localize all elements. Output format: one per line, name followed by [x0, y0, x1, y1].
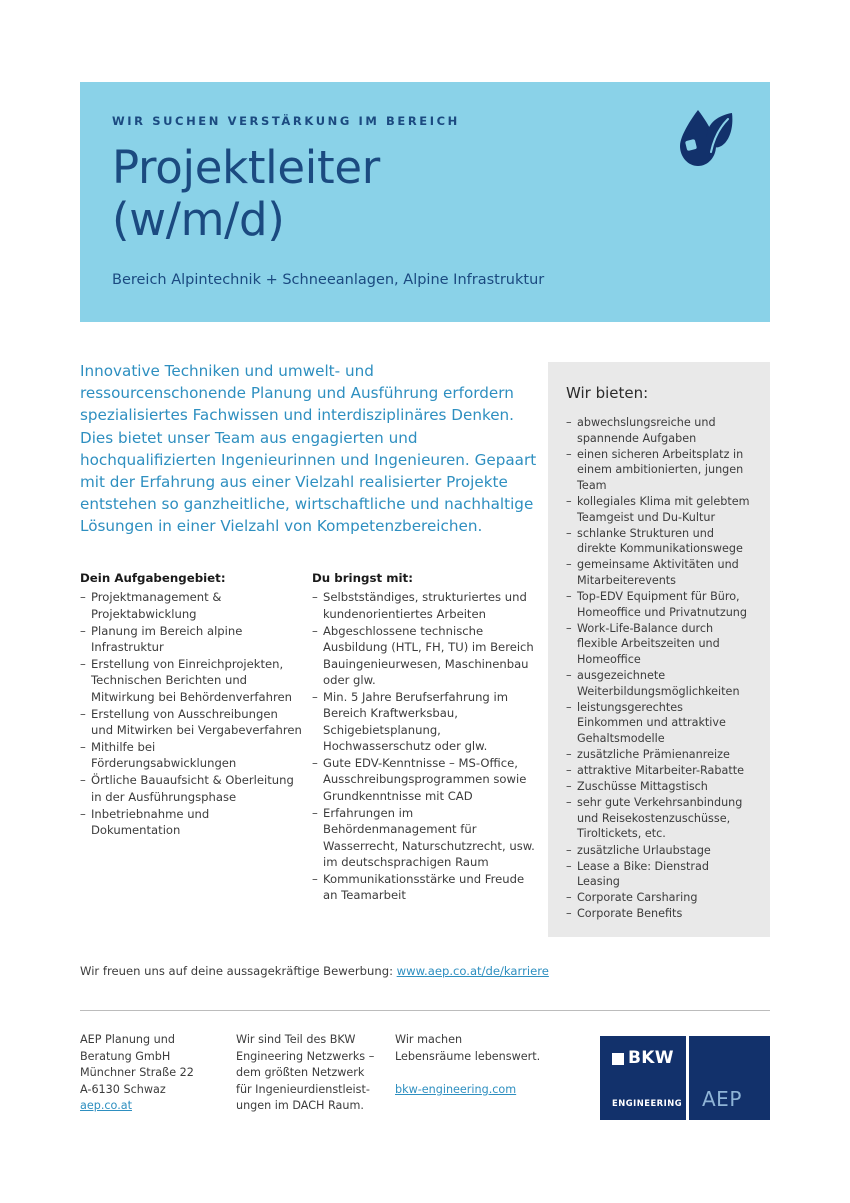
- bkw-engineering-link[interactable]: bkw-engineering.com: [395, 1082, 517, 1096]
- list-item: – schlanke Strukturen und direkte Kommunikationswege: [566, 526, 752, 557]
- requirements-list: [312, 589, 540, 903]
- bkw-logo-subtitle: ENGINEERING: [612, 1098, 683, 1108]
- list-item: – Örtliche Bauaufsicht & Oberleitung in der Ausführungsphase: [80, 772, 302, 805]
- job-header-banner: [80, 82, 770, 322]
- list-item: – zusätzliche Prämienanreize: [566, 747, 752, 763]
- job-subtitle: Bereich Alpintechnik + Schneeanlagen, Alpine Infrastruktur: [112, 272, 545, 288]
- company-website-link[interactable]: aep.co.at: [80, 1099, 132, 1113]
- list-item: – Abgeschlossene technische Ausbildung (HTL, FH, TU) im Bereich Bauingenieurwesen, Maschinenbau oder glw.: [312, 623, 540, 689]
- list-item: – Zuschüsse Mittagstisch: [566, 779, 752, 795]
- list-item: – gemeinsame Aktivitäten und Mitarbeiterevents: [566, 557, 752, 588]
- network-line-2: Engineering Netzwerks –: [236, 1049, 375, 1063]
- company-name-line-2: Beratung GmbH: [80, 1049, 171, 1063]
- list-item: – zusätzliche Urlaubstage: [566, 843, 752, 859]
- list-item: – Planung im Bereich alpine Infrastruktur: [80, 623, 302, 656]
- benefits-panel: [548, 362, 770, 937]
- claim-line-2: Lebensräume lebenswert.: [395, 1049, 541, 1063]
- list-item: – attraktive Mitarbeiter-Rabatte: [566, 763, 752, 779]
- bkw-wordmark: [612, 1050, 674, 1067]
- page-title: [112, 142, 738, 246]
- list-item: – Mithilfe bei Förderungsabwicklungen: [80, 739, 302, 772]
- footer-network-text: [236, 1032, 386, 1115]
- tasks-heading: Dein Aufgabengebiet:: [80, 571, 226, 585]
- careers-link[interactable]: www.aep.co.at/de/karriere: [396, 964, 549, 978]
- company-street: Münchner Straße 22: [80, 1066, 194, 1080]
- company-name-line-1: AEP Planung und: [80, 1033, 175, 1046]
- bkw-logo: [600, 1036, 686, 1120]
- water-droplet-leaf-icon: [676, 108, 736, 170]
- list-item: – Selbstständiges, strukturiertes und kundenorientiertes Arbeiten: [312, 589, 540, 622]
- claim-line-1: Wir machen: [395, 1033, 463, 1046]
- benefits-list: [566, 415, 752, 922]
- list-item: – Inbetriebnahme und Dokumentation: [80, 806, 302, 839]
- list-item: – Top-EDV Equipment für Büro, Homeoffice und Privatnutzung: [566, 589, 752, 620]
- footer-claim: [395, 1032, 565, 1098]
- requirements-column: [312, 570, 540, 904]
- bkw-square-icon: [612, 1053, 624, 1065]
- job-title-line-2: (w/m/d): [112, 193, 285, 246]
- footer-company-address: [80, 1032, 225, 1115]
- network-line-1: Wir sind Teil des BKW: [236, 1033, 356, 1046]
- list-item: – Projektmanagement & Projektabwicklung: [80, 589, 302, 622]
- list-item: – abwechslungsreiche und spannende Aufgaben: [566, 415, 752, 446]
- list-item: – Erstellung von Einreichprojekten, Technischen Berichten und Mitwirkung bei Behördenverfahren: [80, 656, 302, 705]
- list-item: – Gute EDV-Kenntnisse – MS-Office, Ausschreibungsprogrammen sowie Grundkenntnisse mit CAD: [312, 755, 540, 804]
- header-kicker: WIR SUCHEN VERSTÄRKUNG IM BEREICH: [112, 114, 460, 128]
- bkw-logo-text: BKW: [628, 1048, 674, 1068]
- list-item: – Kommunikationsstärke und Freude an Teamarbeit: [312, 871, 540, 904]
- intro-paragraph: Innovative Techniken und umwelt- und ressourcenschonende Planung und Ausführung erfordern spezialisiertes Fachwissen und interdisziplinäres Denken. Dies bietet unser Team aus engagierten und hochqualifizierten Ingenieurinnen und Ingenieuren. Gepaart mit der Erfahrung aus einer Vielzahl realisierter Projekte entstehen so ganzheitliche, wirtschaftliche und nachhaltige Lösungen in einer Vielzahl von Kompetenzbereichen.: [80, 362, 537, 536]
- list-item: – ausgezeichnete Weiterbildungsmöglichkeiten: [566, 668, 752, 699]
- tasks-list: [80, 589, 302, 838]
- list-item: – Min. 5 Jahre Berufserfahrung im Bereich Kraftwerksbau, Schigebietsplanung, Hochwasserschutz oder glw.: [312, 689, 540, 755]
- list-item: – einen sicheren Arbeitsplatz in einem ambitionierten, jungen Team: [566, 447, 752, 494]
- requirements-heading: Du bringst mit:: [312, 571, 413, 585]
- network-line-4: für Ingenieurdienstleist-: [236, 1082, 370, 1096]
- benefits-heading: Wir bieten:: [566, 384, 649, 402]
- application-call-to-action: [80, 964, 549, 978]
- aep-logo-text: AEP: [702, 1087, 742, 1111]
- list-item: – Corporate Carsharing: [566, 890, 752, 906]
- application-text: Wir freuen uns auf deine aussagekräftige Bewerbung:: [80, 964, 393, 978]
- aep-logo: [689, 1036, 770, 1120]
- job-title-line-1: Projektleiter: [112, 141, 380, 194]
- footer-divider: [80, 1010, 770, 1011]
- network-line-3: dem größten Netzwerk: [236, 1066, 365, 1080]
- list-item: – Corporate Benefits: [566, 906, 752, 922]
- list-item: – Erstellung von Ausschreibungen und Mitwirken bei Vergabeverfahren: [80, 706, 302, 739]
- list-item: – sehr gute Verkehrsanbindung und Reisekostenzuschüsse, Tiroltickets, etc.: [566, 795, 752, 842]
- list-item: – Work-Life-Balance durch flexible Arbeitszeiten und Homeoffice: [566, 621, 752, 668]
- network-line-5: ungen im DACH Raum.: [236, 1099, 364, 1113]
- tasks-column: [80, 570, 302, 839]
- list-item: – leistungsgerechtes Einkommen und attraktive Gehaltsmodelle: [566, 700, 752, 747]
- brand-logo-group: [600, 1036, 770, 1120]
- list-item: – kollegiales Klima mit gelebtem Teamgeist und Du-Kultur: [566, 494, 752, 525]
- claim-spacer: [395, 1065, 565, 1082]
- list-item: – Erfahrungen im Behördenmanagement für Wasserrecht, Naturschutzrecht, usw. im deutschsprachigen Raum: [312, 805, 540, 871]
- company-city: A-6130 Schwaz: [80, 1082, 166, 1096]
- list-item: – Lease a Bike: Dienstrad Leasing: [566, 859, 752, 890]
